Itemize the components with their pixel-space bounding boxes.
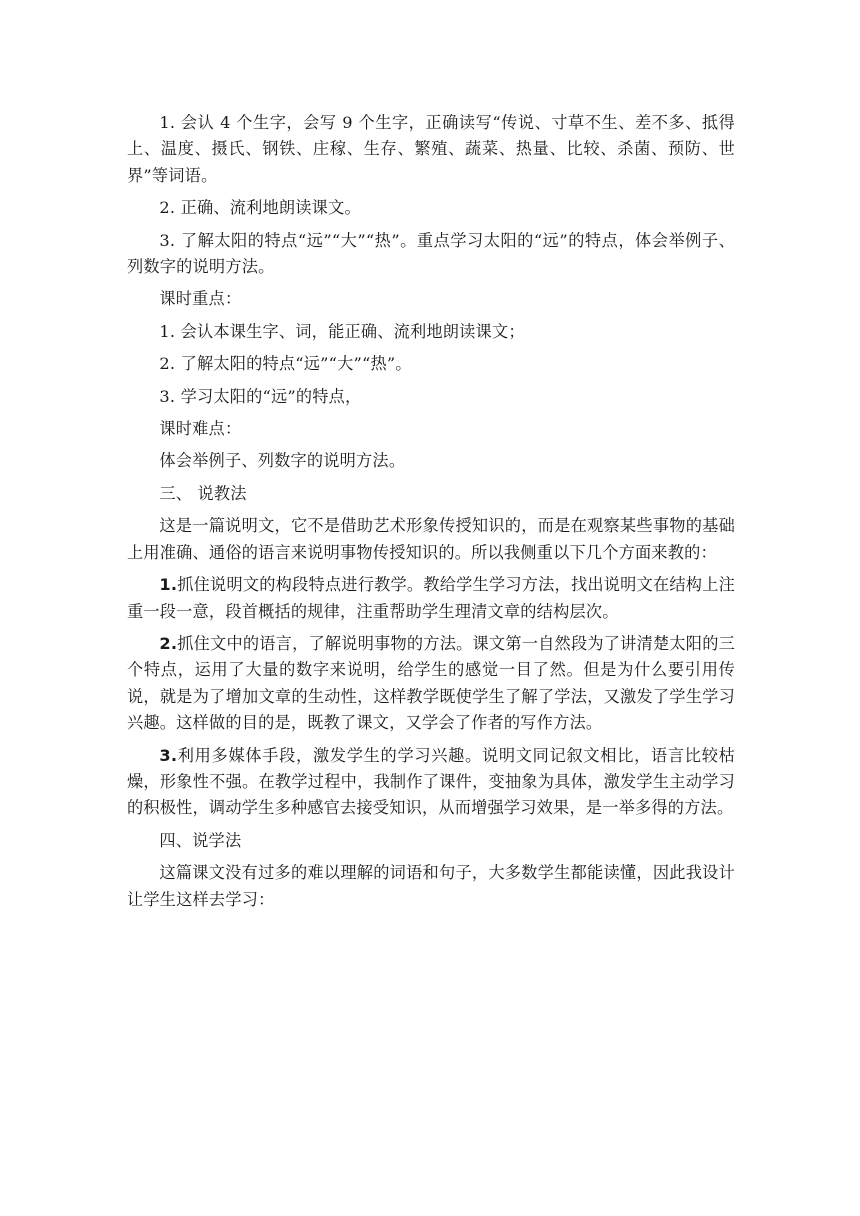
teaching-point-3 — [127, 743, 735, 822]
learning-method-intro: 这篇课文没有过多的难以理解的词语和句子，大多数学生都能读懂，因此我设计让学生这样去学习： — [127, 863, 735, 909]
section-heading-learning-method: 四、说学法 — [159, 830, 242, 850]
difficulty-text: 体会举例子、列数字的说明方法。 — [159, 451, 406, 471]
key-point-1: 1. 会认本课生字、词，能正确、流利地朗读课文； — [159, 321, 525, 341]
objective-2: 2. 正确、流利地朗读课文。 — [159, 198, 361, 218]
section-heading-teaching-method: 三、 说教法 — [159, 483, 247, 503]
key-point-2: 2. 了解太阳的特点“远”“大”“热”。 — [159, 354, 412, 374]
key-points-heading: 课时重点： — [159, 289, 242, 309]
teaching-point-2-number: 2. — [159, 633, 178, 653]
teaching-method-intro: 这是一篇说明文，它不是借助艺术形象传授知识的，而是在观察某些事物的基础上用准确、通俗的语言来说明事物传授知识的。所以我侧重以下几个方面来教的： — [127, 516, 735, 562]
teaching-point-1-number: 1. — [159, 575, 178, 595]
key-point-3: 3. 学习太阳的“远”的特点， — [159, 386, 362, 406]
teaching-point-1 — [127, 572, 735, 625]
teaching-point-2-text: 抓住文中的语言，了解说明事物的方法。课文第一自然段为了讲清楚太阳的三个特点，运用了大量的数字来说明，给学生的感觉一目了然。但是为什么要引用传说，就是为了增加文章的生动性，这样教学既使学生了解了学法，又激发了学生学习兴趣。这样做的目的是，既教了课文，又学会了作者的写作方法。 — [127, 633, 735, 733]
teaching-point-3-text: 利用多媒体手段，激发学生的学习兴趣。说明文同记叙文相比，语言比较枯燥，形象性不强。在教学过程中，我制作了课件，变抽象为具体，激发学生主动学习的积极性，调动学生多种感官去接受知识，从而增强学习效果，是一举多得的方法。 — [127, 745, 735, 818]
difficulty-heading: 课时难点： — [159, 419, 242, 439]
teaching-point-3-number: 3. — [159, 745, 178, 765]
objective-3: 3. 了解太阳的特点“远”“大”“热”。重点学习太阳的“远”的特点，体会举例子、列数字的说明方法。 — [127, 230, 735, 277]
teaching-point-1-text: 抓住说明文的构段特点进行教学。教给学生学习方法，找出说明文在结构上注重一段一意，段首概括的规律，注重帮助学生理清文章的结构层次。 — [127, 575, 735, 621]
document-body — [127, 110, 735, 919]
teaching-point-2 — [127, 631, 735, 737]
objective-1: 1. 会认 4 个生字，会写 9 个生字，正确读写“传说、寸草不生、差不多、抵得上、温度、摄氏、钢铁、庄稼、生存、繁殖、蔬菜、热量、比较、杀菌、预防、世界”等词语。 — [127, 113, 735, 185]
